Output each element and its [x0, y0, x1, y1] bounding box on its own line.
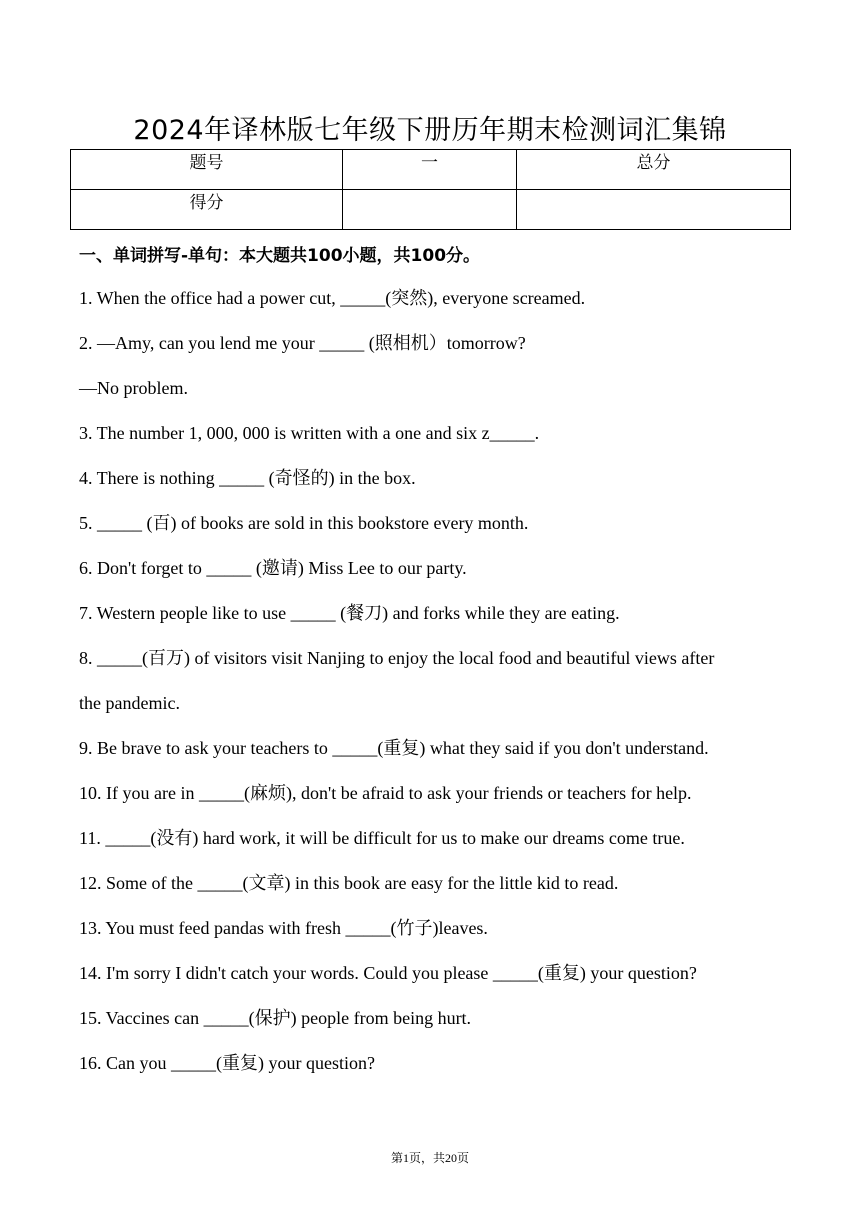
question-line: 3. The number 1, 000, 000 is written with a one and six z_____.	[79, 423, 540, 443]
question-line: 12. Some of the _____(文章) in this book are easy for the little kid to read.	[79, 873, 619, 893]
score-table	[70, 149, 791, 230]
question-line: 14. I'm sorry I didn't catch your words. Could you please _____(重复) your question?	[79, 963, 697, 983]
question-line: —No problem.	[79, 378, 188, 398]
question-line: 4. There is nothing _____ (奇怪的) in the box.	[79, 468, 416, 488]
question-line: 16. Can you _____(重复) your question?	[79, 1053, 375, 1073]
score-table-score-row	[71, 190, 791, 230]
score-table-cell: 题号	[71, 150, 343, 190]
section-heading: 一、单词拼写-单句：本大题共100小题，共100分。	[79, 246, 481, 266]
document-title: 2024年译林版七年级下册历年期末检测词汇集锦	[133, 115, 727, 146]
question-line: 10. If you are in _____(麻烦), don't be afraid to ask your friends or teachers for help.	[79, 783, 692, 803]
question-list	[79, 276, 789, 1086]
question-line: 15. Vaccines can _____(保护) people from being hurt.	[79, 1008, 472, 1028]
question-line: 7. Western people like to use _____ (餐刀) and forks while they are eating.	[79, 603, 620, 623]
question-line: 13. You must feed pandas with fresh _____(竹子)leaves.	[79, 918, 488, 938]
question-line: the pandemic.	[79, 693, 180, 713]
score-table-cell: 一	[343, 150, 517, 190]
question-line: 11. _____(没有) hard work, it will be difficult for us to make our dreams come true.	[79, 828, 685, 848]
score-table-header-row	[71, 150, 791, 190]
question-line: 5. _____ (百) of books are sold in this bookstore every month.	[79, 513, 529, 533]
score-table-cell: 得分	[71, 190, 343, 230]
question-line: 2. —Amy, can you lend me your _____ (照相机）tomorrow?	[79, 333, 526, 353]
question-line: 1. When the office had a power cut, _____(突然), everyone screamed.	[79, 288, 586, 308]
score-table-cell	[517, 190, 791, 230]
question-line: 8. _____(百万) of visitors visit Nanjing to enjoy the local food and beautiful views after	[79, 648, 715, 668]
score-table-cell: 总分	[517, 150, 791, 190]
page-footer: 第1页，共20页	[390, 1151, 469, 1165]
question-line: 6. Don't forget to _____ (邀请) Miss Lee to our party.	[79, 558, 467, 578]
score-table-cell	[343, 190, 517, 230]
question-line: 9. Be brave to ask your teachers to _____(重复) what they said if you don't understand.	[79, 738, 709, 758]
